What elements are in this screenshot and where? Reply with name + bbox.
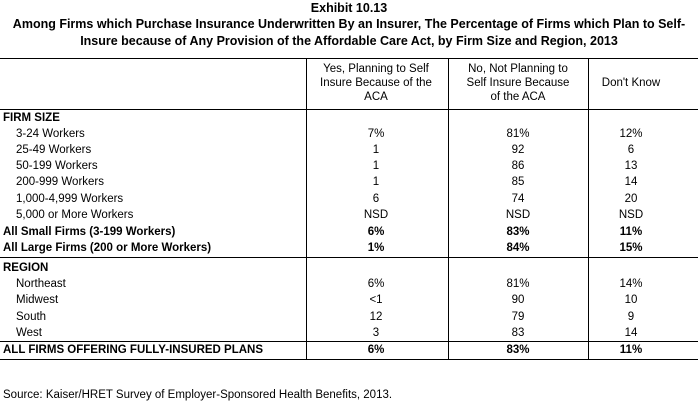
title-line-2: Insure because of Any Provision of the Affordable Care Act, by Firm Size and Region, 2013 xyxy=(80,34,618,48)
row-label: 200-999 Workers xyxy=(16,176,104,188)
table-bottom-rule xyxy=(0,359,698,360)
row-label: 1,000-4,999 Workers xyxy=(16,193,124,205)
cell-value: NSD xyxy=(363,209,389,221)
section-header-row xyxy=(0,260,698,276)
section-header-row xyxy=(0,110,698,126)
table-row xyxy=(0,342,698,358)
cell-value: 6% xyxy=(367,226,385,238)
cell-value: 1 xyxy=(372,176,380,188)
table-top-rule xyxy=(0,58,698,59)
cell-value: 11% xyxy=(619,344,643,356)
row-label: All Small Firms (3-199 Workers) xyxy=(3,226,176,238)
row-label: 3-24 Workers xyxy=(16,128,85,140)
column-header-dont-know: Don't Know xyxy=(601,77,661,89)
cell-value: NSD xyxy=(505,209,531,221)
cell-value: 83 xyxy=(511,327,525,339)
cell-value: 81% xyxy=(506,128,530,140)
table-row xyxy=(0,207,698,223)
cell-value: 84% xyxy=(506,242,530,254)
row-label: 25-49 Workers xyxy=(16,144,92,156)
cell-value: 11% xyxy=(619,226,643,238)
section-label: REGION xyxy=(3,262,49,274)
cell-value: 85 xyxy=(511,176,525,188)
cell-value: 83% xyxy=(506,226,530,238)
cell-value: 9 xyxy=(627,311,635,323)
row-label: West xyxy=(16,327,42,339)
column-header-yes: Yes, Planning to Self Insure Because of the ACA xyxy=(320,63,432,103)
table-row xyxy=(0,126,698,142)
section-rule-1 xyxy=(0,257,698,258)
cell-value: 86 xyxy=(511,160,525,172)
row-label: South xyxy=(16,311,47,323)
cell-value: 10 xyxy=(624,294,638,306)
table-row xyxy=(0,142,698,158)
cell-value: 1 xyxy=(372,144,380,156)
table-row xyxy=(0,276,698,292)
cell-value: 14 xyxy=(624,176,638,188)
row-label: Northeast xyxy=(16,278,66,290)
source-note: Source: Kaiser/HRET Survey of Employer-Sponsored Health Benefits, 2013. xyxy=(3,389,393,401)
table-row xyxy=(0,191,698,207)
cell-value: 74 xyxy=(511,193,525,205)
column-header-no: No, Not Planning to Self Insure Because of the ACA xyxy=(466,63,570,103)
section-label: FIRM SIZE xyxy=(3,112,60,124)
cell-value: 14% xyxy=(619,278,643,290)
cell-value: 90 xyxy=(511,294,525,306)
cell-value: 6% xyxy=(367,344,385,356)
cell-value: 12 xyxy=(369,311,383,323)
cell-value: 6 xyxy=(627,144,635,156)
row-label: ALL FIRMS OFFERING FULLY-INSURED PLANS xyxy=(3,344,264,356)
cell-value: 3 xyxy=(372,327,380,339)
cell-value: 1% xyxy=(367,242,385,254)
row-label: 5,000 or More Workers xyxy=(16,209,134,221)
cell-value: 1 xyxy=(372,160,380,172)
cell-value: 7% xyxy=(367,128,385,140)
cell-value: 79 xyxy=(511,311,525,323)
cell-value: 83% xyxy=(506,344,530,356)
table-row xyxy=(0,158,698,174)
cell-value: 6% xyxy=(367,278,385,290)
cell-value: 12% xyxy=(619,128,643,140)
table-row xyxy=(0,224,698,240)
table-row xyxy=(0,240,698,256)
cell-value: 92 xyxy=(511,144,525,156)
title-line-1: Among Firms which Purchase Insurance Underwritten By an Insurer, The Percentage of Firms which Plan to Self- xyxy=(12,17,686,31)
table-row xyxy=(0,325,698,341)
row-label: 50-199 Workers xyxy=(16,160,98,172)
exhibit-number: Exhibit 10.13 xyxy=(310,1,388,15)
exhibit-title xyxy=(0,16,698,50)
row-label: All Large Firms (200 or More Workers) xyxy=(3,242,212,254)
table-row xyxy=(0,174,698,190)
table-row xyxy=(0,309,698,325)
cell-value: 14 xyxy=(624,327,638,339)
table-row xyxy=(0,292,698,308)
cell-value: 15% xyxy=(619,242,643,254)
cell-value: 6 xyxy=(372,193,380,205)
cell-value: 81% xyxy=(506,278,530,290)
row-label: Midwest xyxy=(16,294,59,306)
cell-value: 13 xyxy=(624,160,638,172)
cell-value: NSD xyxy=(618,209,644,221)
cell-value: <1 xyxy=(369,294,383,306)
cell-value: 20 xyxy=(624,193,638,205)
section-rule-2 xyxy=(0,341,698,342)
